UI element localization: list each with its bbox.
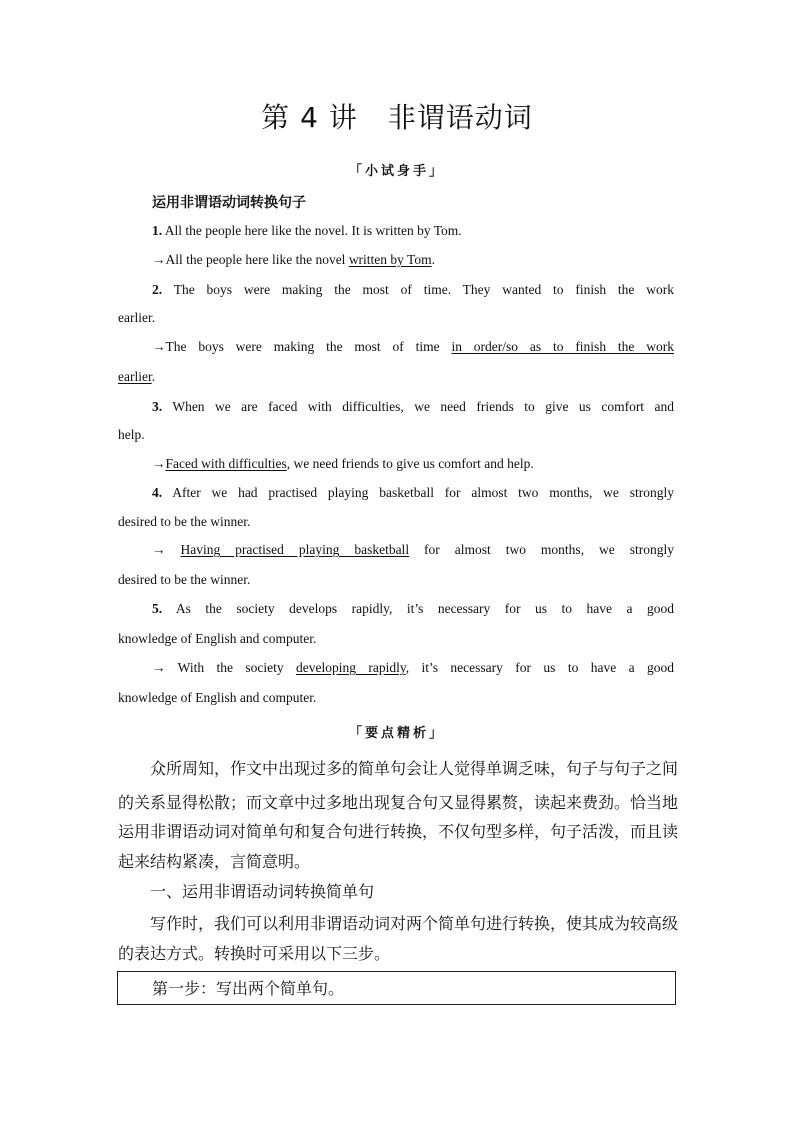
exercise-5-question-cont: knowledge of English and computer. (118, 631, 317, 646)
answer-blank: developing rapidly (296, 660, 406, 675)
exercise-4-answer: → Having practised playing basketball for almost two months, we strongly (152, 542, 674, 557)
answer-blank: written by Tom (348, 252, 432, 267)
exercise-4-question: 4. After we had practised playing basketball for almost two months, we strongly (152, 485, 674, 500)
exercise-3-question: 3. When we are faced with difficulties, we need friends to give us comfort and (152, 399, 674, 414)
exercise-3-question-cont: help. (118, 427, 145, 442)
title-lesson-number: 第 4 讲 (261, 101, 358, 134)
paragraph-2-line-2: 的表达方式。转换时可采用以下三步。 (118, 944, 391, 963)
exercise-2-answer: →The boys were making the most of time in order/so as to finish the work (152, 339, 674, 354)
exercise-2-question: 2. The boys were making the most of time. They wanted to finish the work (152, 282, 674, 297)
exercise-2-question-cont: earlier. (118, 310, 156, 325)
answer-blank: Having practised playing basketball (180, 542, 410, 557)
paragraph-1-line-2: 的关系显得松散；而文章中过多地出现复合句又显得累赘，读起来费劲。恰当地 (118, 793, 679, 812)
exercise-5-question: 5. As the society develops rapidly, it’s necessary for us to have a good (152, 601, 674, 616)
exercise-5-answer: → With the society developing rapidly, it’s necessary for us to have a good (152, 660, 674, 675)
exercise-1-answer: →All the people here like the novel written by Tom. (152, 252, 435, 267)
exercise-5-answer-cont: knowledge of English and computer. (118, 690, 317, 705)
section-heading-1: 一、运用非谓语动词转换简单句 (150, 882, 375, 901)
answer-blank: in order/so as to finish the work (451, 339, 674, 354)
exercise-heading: 运用非谓语动词转换句子 (152, 195, 306, 211)
page-title (118, 96, 676, 136)
answer-blank: Faced with difficulties (165, 456, 287, 471)
section-tag-key-points: 「要点精析」 (348, 726, 445, 741)
exercise-2-answer-cont: earlier. (118, 369, 156, 384)
title-topic: 非谓语动词 (387, 101, 533, 134)
paragraph-1-line-4: 起来结构紧凑，言简意明。 (118, 852, 311, 871)
exercise-4-question-cont: desired to be the winner. (118, 514, 251, 529)
exercise-1-question: 1. All the people here like the novel. It is written by Tom. (152, 223, 462, 238)
paragraph-1-line-1: 众所周知，作文中出现过多的简单句会让人觉得单调乏味，句子与句子之间 (150, 759, 679, 778)
paragraph-1-line-3: 运用非谓语动词对简单句和复合句进行转换，不仅句型多样，句子活泼，而且读 (118, 822, 679, 841)
exercise-3-answer: →Faced with difficulties, we need friends to give us comfort and help. (152, 456, 534, 471)
step-box (117, 971, 676, 1005)
answer-blank: earlier (118, 369, 152, 384)
exercise-4-answer-cont: desired to be the winner. (118, 572, 251, 587)
step-box-text: 第一步：写出两个简单句。 (152, 979, 345, 998)
section-tag-practice: 「小试身手」 (348, 164, 445, 179)
paragraph-2-line-1: 写作时，我们可以利用非谓语动词对两个简单句进行转换，使其成为较高级 (150, 914, 679, 933)
